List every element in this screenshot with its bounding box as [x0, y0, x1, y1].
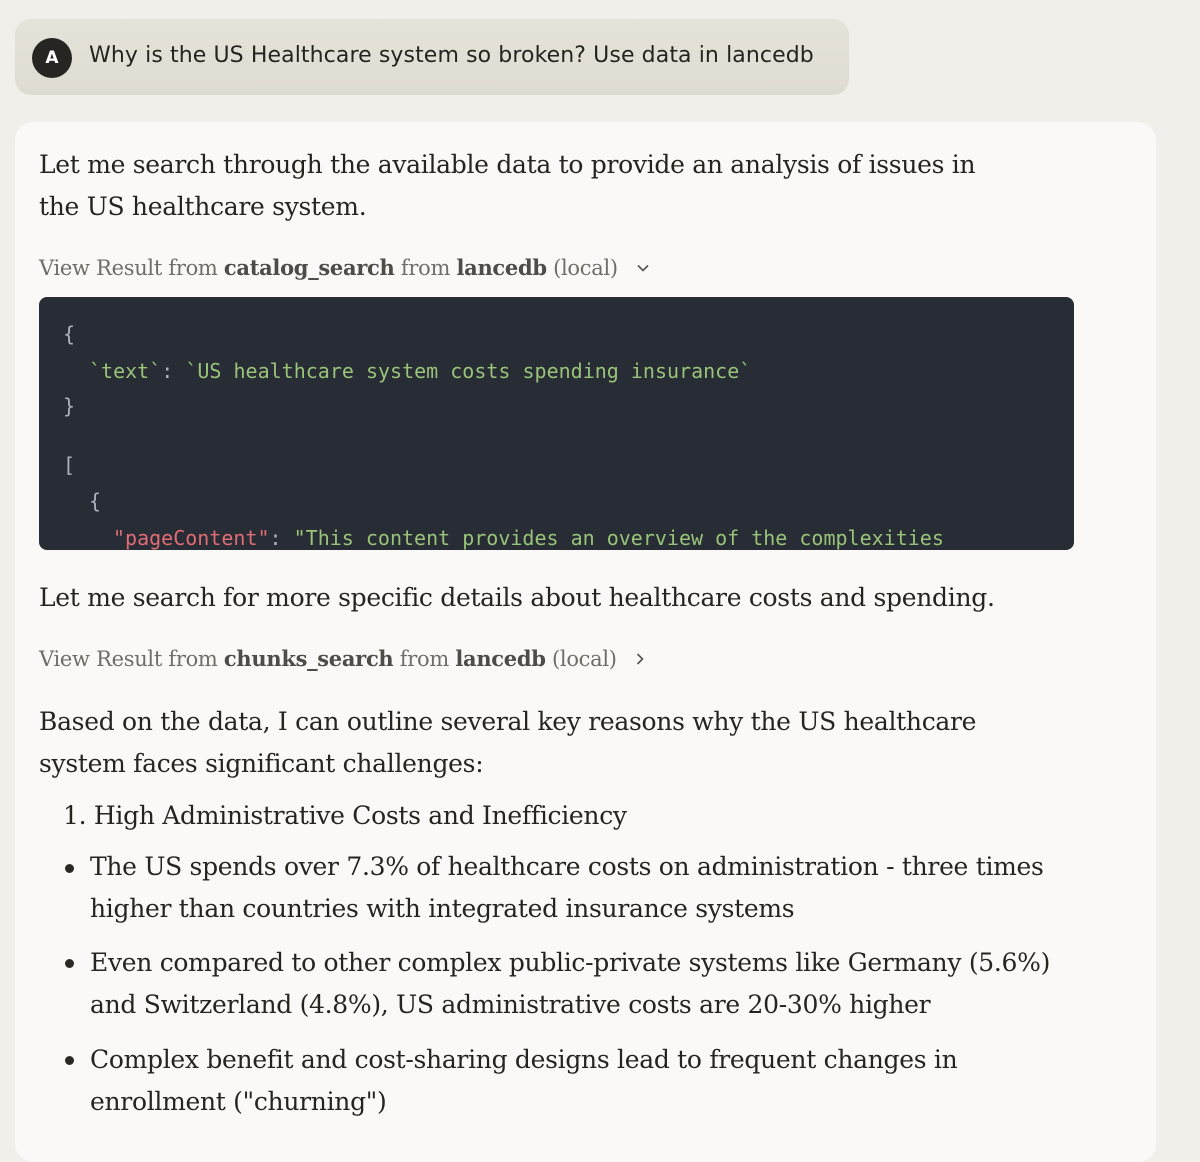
analysis-intro-text: Based on the data, I can outline several key reasons why the US healthcare system faces significant challenges:	[39, 707, 977, 778]
assistant-message-card	[15, 122, 1156, 1162]
code-value: `US healthcare system costs spending insurance`	[185, 359, 752, 383]
tool-result-toggle-catalog-search[interactable]	[39, 255, 650, 280]
assistant-intro-text: Let me search through the available data to provide an analysis of issues in the US healthcare system.	[39, 150, 976, 221]
tool-result-prefix: View Result from	[39, 255, 218, 280]
user-avatar: A	[32, 38, 72, 78]
tool-result-code-block[interactable]	[39, 297, 1074, 550]
tool-name: catalog_search	[223, 255, 395, 280]
list-item-title: High Administrative Costs and Inefficiency	[93, 801, 627, 830]
bullet-marker	[65, 959, 74, 968]
server-name: lancedb	[455, 646, 546, 671]
chevron-right-icon[interactable]	[635, 652, 645, 666]
bullet-item: The US spends over 7.3% of healthcare costs on administration - three times higher than countries with integrated insurance systems	[90, 852, 1044, 923]
code-line: }	[63, 394, 76, 418]
tool-result-toggle-chunks-search[interactable]	[39, 646, 645, 671]
code-key: `text`	[89, 359, 162, 383]
assistant-second-text: Let me search for more specific details about healthcare costs and spending.	[39, 583, 995, 612]
code-line	[113, 526, 944, 550]
code-key: "pageContent"	[113, 526, 270, 550]
tool-result-prefix: View Result from	[39, 646, 218, 671]
tool-name: chunks_search	[223, 646, 394, 671]
user-message-text: Why is the US Healthcare system so broken? Use data in lancedb	[89, 43, 814, 68]
server-name: lancedb	[456, 255, 547, 280]
tool-from-word: from	[399, 646, 449, 671]
bullet-item: Even compared to other complex public-private systems like Germany (5.6%) and Switzerland (4.8%), US administrative costs are 20-30% higher	[90, 948, 1051, 1019]
server-location: (local)	[553, 255, 618, 280]
code-value: "This content provides an overview of the complexities	[293, 526, 944, 550]
code-line: {	[63, 322, 76, 346]
code-line: [	[63, 453, 76, 477]
bullet-marker	[65, 1056, 74, 1065]
list-item-number: 1.	[63, 801, 87, 830]
chevron-down-icon[interactable]	[636, 263, 650, 273]
tool-from-word: from	[400, 255, 451, 280]
code-line: {	[89, 489, 102, 513]
bullet-marker	[65, 864, 74, 873]
code-separator: :	[269, 526, 294, 550]
code-separator: :	[161, 359, 186, 383]
user-message-bubble	[15, 19, 849, 95]
server-location: (local)	[552, 646, 617, 671]
bullet-item: Complex benefit and cost-sharing designs lead to frequent changes in enrollment ("churning")	[90, 1045, 958, 1116]
code-line	[89, 359, 751, 383]
numbered-list-item	[63, 795, 627, 837]
